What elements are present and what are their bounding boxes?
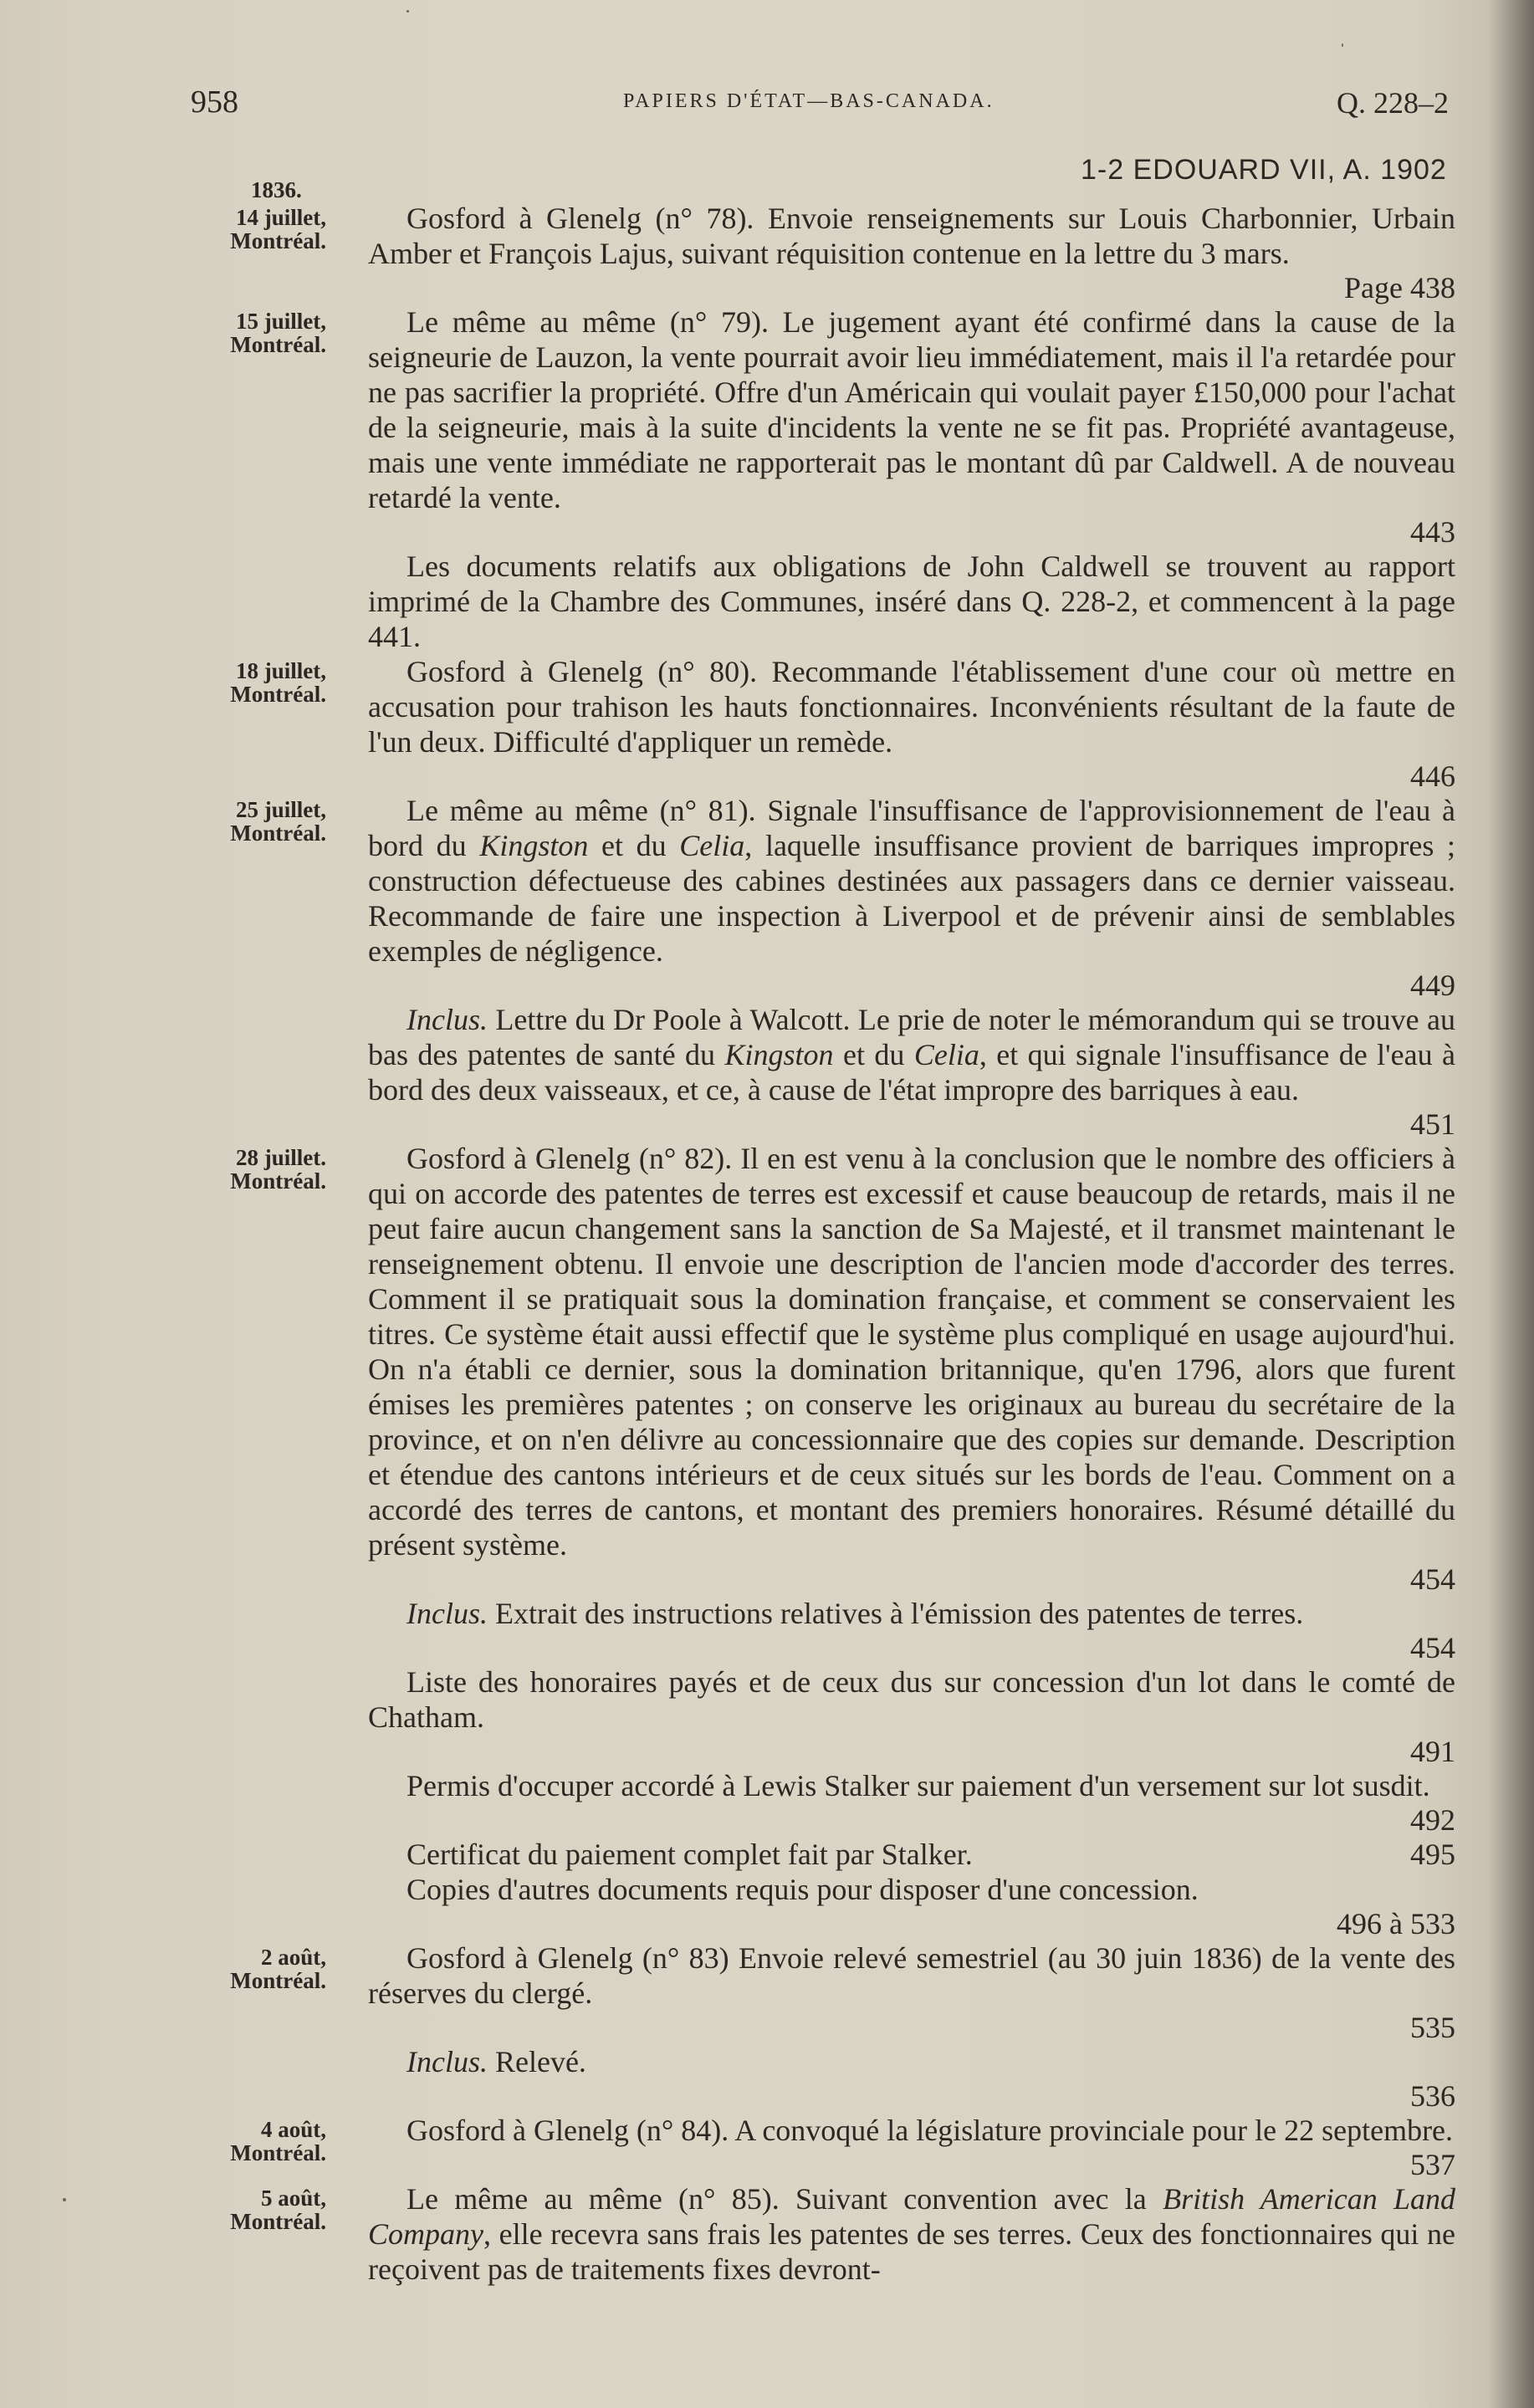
entry-text-run: Gosford à Glenelg (n° 84). A convoqué la législature provinciale pour le 22 septembre.	[407, 2114, 1454, 2147]
entry-text-run: Gosford à Glenelg (n° 78). Envoie renseignements sur Louis Charbonnier, Urbain Amber et François Lajus, suivant réquisition contenue en la lettre du 3 mars.	[368, 202, 1455, 270]
page-reference: 536	[1410, 2079, 1455, 2113]
entry-text	[368, 1002, 1455, 1141]
page-reference: 492	[1410, 1803, 1455, 1837]
margin-date	[167, 2118, 326, 2165]
margin-date-line: 5 août,	[260, 2186, 326, 2211]
calendar-entry	[0, 304, 1534, 549]
entry-text-run: Permis d'occuper accordé à Lewis Stalker sur paiement d'un versement sur lot susdit.	[407, 1769, 1430, 1802]
entry-text-run: , elle recevra sans frais les patentes de ses terres. Ceux des fonctionnaires qui ne reçoivent pas de traitements fixes devront-	[368, 2217, 1455, 2286]
margin-date-line: 25 juillet,	[236, 797, 326, 822]
calendar-entry	[0, 201, 1534, 304]
entry-text-run: Liste des honoraires payés et de ceux dus sur concession d'un lot dans le comté de Chatham.	[368, 1665, 1455, 1734]
entry-text-run: Le même au même (n° 79). Le jugement ayant été confirmé dans la cause de la seigneurie de Lauzon, la vente pourrait avoir lieu immédiatement, mais il l'a retardée pour ne pas sacrifier la propriété. Offre d'un Américain qui voulait payer £150,000 pour l'achat de la seigneurie, mais à la suite d'incidents la vente ne se fit pas. Propriété avantageuse, mais une vente immédiate ne rapporterait pas le montant dû par Caldwell. A de nouveau retardé la vente.	[368, 305, 1455, 514]
page-header	[0, 84, 1534, 134]
margin-date	[167, 659, 326, 706]
margin-date-line: 28 juillet.	[236, 1145, 326, 1170]
calendar-entry	[0, 1002, 1534, 1141]
calendar-entry	[0, 1596, 1534, 1664]
entry-text	[368, 793, 1455, 1002]
page-reference: 535	[1410, 2011, 1455, 2044]
entry-text	[368, 549, 1455, 654]
entry-text-run: Certificat du paiement complet fait par Stalker.	[407, 1838, 973, 1871]
margin-date	[167, 2186, 326, 2233]
entry-text	[368, 2113, 1455, 2181]
entry-text-run: et du	[588, 829, 680, 862]
margin-date-line: Montréal.	[230, 1168, 326, 1194]
inclus-label: Inclus.	[407, 1597, 488, 1630]
calendar-entry	[0, 793, 1534, 1002]
margin-date-line: Montréal.	[230, 682, 326, 707]
margin-date	[167, 1146, 326, 1193]
calendar-entry	[0, 2181, 1534, 2287]
inclus-label: Inclus.	[407, 2045, 488, 2078]
entry-text-run: Les documents relatifs aux obligations de John Caldwell se trouvent au rapport imprimé de la Chambre des Communes, inséré dans Q. 228-2, et commencent à la page 441.	[368, 550, 1455, 653]
margin-date-line: 14 juillet,	[236, 205, 326, 230]
page-reference: 449	[1410, 969, 1455, 1002]
entry-text	[368, 1768, 1455, 1837]
margin-date-line: Montréal.	[230, 228, 326, 253]
entry-text-run: Le même au même (n° 81). Signale l'insuffisance de l'approvisionnement de l'eau à bord du	[368, 794, 1455, 862]
paper-speck	[63, 2198, 66, 2201]
entry-text	[368, 1596, 1455, 1664]
margin-date-line: 4 août,	[260, 2117, 326, 2142]
entry-text	[368, 1837, 1455, 1872]
margin-date-line: Montréal.	[230, 2209, 326, 2234]
entry-text-run: Relevé.	[487, 2045, 586, 2078]
calendar-entry	[0, 1141, 1534, 1596]
calendar-entry	[0, 1664, 1534, 1768]
running-title: PAPIERS D'ÉTAT—BAS-CANADA.	[623, 90, 995, 112]
entry-text-run: Le même au même (n° 85). Suivant convention avec la	[407, 2182, 1163, 2216]
page-reference: 451	[1410, 1107, 1455, 1141]
calendar-entry	[0, 1940, 1534, 2044]
entry-text-run: Extrait des instructions relatives à l'émission des patentes de terres.	[487, 1597, 1304, 1630]
calendar-entry	[0, 2113, 1534, 2181]
margin-date-line: Montréal.	[230, 332, 326, 357]
entry-text	[368, 1940, 1455, 2044]
page-reference: 496 à 533	[1337, 1907, 1455, 1940]
entry-text	[368, 1872, 1455, 1940]
italic-name: Kingston	[479, 829, 589, 862]
italic-name: Celia	[679, 829, 745, 862]
page-reference: 443	[1410, 515, 1455, 549]
entry-text-run: Gosford à Glenelg (n° 83) Envoie relevé semestriel (au 30 juin 1836) de la vente des réserves du clergé.	[368, 1941, 1455, 2010]
margin-date-line: Montréal.	[230, 2140, 326, 2165]
entry-text	[368, 2044, 1455, 2113]
page-reference: 491	[1410, 1735, 1455, 1768]
margin-date	[167, 206, 326, 253]
page-reference: 454	[1410, 1631, 1455, 1664]
italic-name: Kingston	[724, 1038, 834, 1071]
margin-date	[167, 1945, 326, 1992]
page-reference: 454	[1410, 1562, 1455, 1596]
page-reference: 495	[1410, 1838, 1455, 1871]
entry-text	[368, 304, 1455, 549]
inclus-label: Inclus.	[407, 1003, 488, 1036]
entry-text-run: Copies d'autres documents requis pour disposer d'une concession.	[407, 1873, 1199, 1906]
margin-date-line: 18 juillet,	[236, 658, 326, 683]
volume-reference: Q. 228–2	[1337, 86, 1449, 120]
entry-text-run: et du	[833, 1038, 914, 1071]
page-reference: 537	[1410, 2148, 1455, 2181]
entry-text-run: , et qui signale l'insuffisance de l'eau à bord des deux vaisseaux, et ce, à cause de l'état impropre des barriques à eau.	[368, 1038, 1456, 1107]
entry-text	[368, 2181, 1455, 2287]
entry-text-run: , laquelle insuffisance provient de barriques impropres ; construction défectueuse des cabines destinées aux passagers dans ce dernier vaisseau. Recommande de faire une inspection à Liverpool et de prévenir ainsi de semblables exemples de négligence.	[368, 829, 1455, 968]
paper-speck	[1342, 43, 1343, 47]
entry-text	[368, 1664, 1455, 1768]
calendar-entry	[0, 1837, 1534, 1872]
entry-text-run: Lettre du Dr Poole à Walcott. Le prie de noter le mémorandum qui se trouve au bas des patentes de santé du	[368, 1003, 1455, 1071]
margin-date-line: 2 août,	[260, 1945, 326, 1970]
entry-text	[368, 654, 1455, 793]
margin-date	[167, 798, 326, 845]
margin-date-line: Montréal.	[230, 1968, 326, 1993]
calendar-entry	[0, 654, 1534, 793]
page-reference: 446	[1410, 759, 1455, 793]
series-label: 1-2 EDOUARD VII, A. 1902	[1081, 154, 1447, 186]
entry-text	[368, 1141, 1455, 1596]
margin-date	[167, 309, 326, 356]
page-reference: Page 438	[1344, 271, 1455, 304]
calendar-entries	[0, 201, 1534, 2287]
margin-date-line: 15 juillet,	[236, 309, 326, 334]
paper-speck	[407, 10, 409, 13]
entry-text-run: Gosford à Glenelg (n° 82). Il en est venu à la conclusion que le nombre des officiers à qui on accorde des patentes de terres est excessif et cause beaucoup de retards, mais il ne peut faire aucun changement sans la sanction de Sa Majesté, et il transmet maintenant le renseignement obtenu. Il envoie une description de l'ancien mode d'accorder des terres. Comment il se pratiquait sous la domination française, et comment se conservaient les titres. Ce système était aussi effectif que le système plus compliqué en usage aujourd'hui. On n'a établi ce dernier, sous la domination britannique, qu'en 1796, alors que furent émises les premières patentes ; on conserve les originaux au bureau du secrétaire de la province, et on n'en délivre au concessionnaire que des copies sur demande. Description et étendue des cantons intérieurs et de ceux situés sur les bords de l'eau. Comment on a accordé des terres de cantons, et montant des premiers honoraires. Résumé détaillé du présent système.	[368, 1142, 1455, 1562]
margin-date-line: Montréal.	[230, 821, 326, 846]
italic-name: British American Land Company	[368, 2182, 1456, 2251]
page-number: 958	[191, 84, 238, 120]
calendar-entry	[0, 1872, 1534, 1940]
calendar-entry	[0, 549, 1534, 654]
entry-text	[368, 201, 1455, 304]
calendar-entry	[0, 1768, 1534, 1837]
year-label: 1836.	[251, 177, 302, 202]
calendar-entry	[0, 2044, 1534, 2113]
entry-text-run: Gosford à Glenelg (n° 80). Recommande l'établissement d'une cour où mettre en accusation pour trahison les hauts fonctionnaires. Inconvénients résultant de la faute de l'un deux. Difficulté d'appliquer un remède.	[368, 655, 1455, 759]
italic-name: Celia	[913, 1038, 979, 1071]
